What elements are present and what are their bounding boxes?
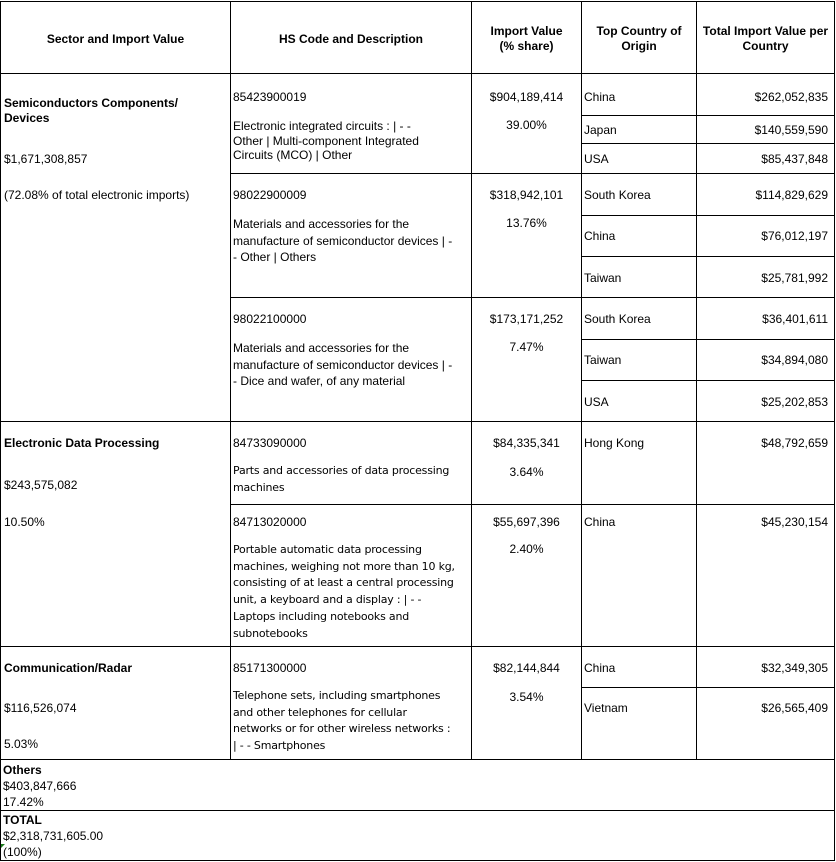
- desc-line: Materials and accessories for the: [233, 217, 410, 231]
- hs-description: [233, 340, 452, 390]
- desc-line: unit, a keyboard and a display : | - -: [233, 593, 422, 607]
- sector-name-line2: Devices: [4, 111, 50, 125]
- border: [471, 1, 472, 760]
- border: [581, 115, 835, 116]
- header-import-value-line2: (% share): [499, 39, 554, 53]
- sector-name: Communication/Radar: [4, 661, 133, 675]
- border: [834, 1, 835, 861]
- desc-line: - Dice and wafer, of any material: [233, 374, 406, 388]
- border: [696, 1, 697, 760]
- import-share: 7.47%: [509, 340, 544, 354]
- country-value: $140,559,590: [754, 123, 828, 137]
- others-row: [3, 762, 76, 810]
- sector-value: $1,671,308,857: [4, 152, 88, 166]
- header-total-line2: Country: [742, 39, 789, 53]
- country-value: $48,792,659: [761, 436, 828, 450]
- sector-value: $116,526,074: [4, 701, 77, 715]
- country-value: $262,052,835: [754, 90, 828, 104]
- header-country-line1: Top Country of: [596, 24, 682, 38]
- import-share: 2.40%: [509, 542, 544, 556]
- desc-line: networks or for other wireless networks :: [233, 722, 451, 736]
- total-value: $2,318,731,605.00: [3, 829, 104, 843]
- border: [581, 339, 835, 340]
- desc-line: Telephone sets, including smartphones: [233, 689, 441, 702]
- desc-line: Other | Multi-component Integrated: [233, 133, 419, 148]
- sector-share: (72.08% of total electronic imports): [4, 188, 190, 202]
- sector-share: 10.50%: [4, 515, 45, 529]
- sector-share: 5.03%: [4, 737, 39, 751]
- country-name: China: [584, 515, 616, 529]
- import-value: $84,335,341: [493, 436, 560, 450]
- country-name: Taiwan: [584, 353, 622, 367]
- desc-line: Circuits (MCO) | Other: [233, 148, 353, 162]
- border: [0, 421, 835, 422]
- border: [0, 810, 835, 811]
- country-value: $32,349,305: [761, 661, 828, 675]
- border: [581, 256, 835, 257]
- border: [0, 646, 835, 647]
- hs-code: 98022100000: [233, 312, 307, 326]
- border: [230, 297, 835, 298]
- country-value: $25,202,853: [761, 395, 828, 409]
- header-import-value: [472, 24, 581, 54]
- total-label: TOTAL: [3, 813, 42, 827]
- import-value: $904,189,414: [489, 90, 564, 104]
- hs-description: [233, 118, 419, 164]
- error-indicator-icon: [1, 844, 5, 848]
- desc-line: machines, weighing not more than 10 kg,: [233, 559, 455, 573]
- import-share: 3.64%: [509, 465, 544, 479]
- country-value: $26,565,409: [761, 701, 828, 715]
- hs-description: [233, 216, 452, 266]
- others-share: 17.42%: [3, 795, 44, 809]
- country-name: USA: [584, 152, 609, 166]
- country-name: South Korea: [584, 188, 651, 202]
- desc-line: and other telephones for cellular: [233, 705, 407, 719]
- import-share: 3.54%: [509, 690, 544, 704]
- sector-name: [4, 96, 178, 126]
- total-row: [3, 812, 103, 860]
- country-value: $114,829,629: [755, 188, 828, 202]
- country-value: $34,894,080: [761, 353, 828, 367]
- border: [230, 1, 231, 760]
- country-value: $45,230,154: [761, 515, 828, 529]
- total-share: (100%): [3, 845, 42, 859]
- country-name: China: [584, 229, 616, 243]
- hs-code: 84713020000: [233, 515, 307, 529]
- country-name: Hong Kong: [584, 436, 645, 450]
- import-value: $173,171,252: [489, 312, 564, 326]
- desc-line: | - - Smartphones: [233, 739, 326, 753]
- desc-line: manufacture of semiconductor devices | -: [233, 357, 453, 372]
- country-value: $76,012,197: [761, 229, 828, 243]
- desc-line: manufacture of semiconductor devices | -: [233, 233, 453, 248]
- border: [581, 215, 835, 216]
- hs-code: 85171300000: [233, 661, 307, 675]
- country-value: $36,401,611: [762, 312, 828, 326]
- sector-name-line1: Semiconductors Components/: [4, 96, 179, 110]
- desc-line: Portable automatic data processing: [233, 543, 422, 556]
- country-name: China: [584, 661, 616, 675]
- header-sector: Sector and Import Value: [46, 32, 185, 46]
- sector-value: $243,575,082: [4, 478, 78, 492]
- country-name: Vietnam: [584, 701, 628, 715]
- country-name: USA: [584, 395, 609, 409]
- country-name: Taiwan: [584, 271, 622, 285]
- sector-name: Electronic Data Processing: [4, 436, 160, 450]
- others-value: $403,847,666: [3, 779, 77, 793]
- hs-description: [233, 463, 449, 496]
- import-value: $55,697,396: [493, 515, 560, 529]
- header-hs-code: HS Code and Description: [278, 32, 424, 46]
- desc-line: subnotebooks: [233, 626, 308, 640]
- desc-line: consisting of at least a central processing: [233, 576, 454, 590]
- hs-description: [233, 688, 450, 755]
- desc-line: - Other | Others: [233, 250, 317, 264]
- header-total-line1: Total Import Value per: [702, 24, 829, 38]
- border: [230, 173, 835, 174]
- border: [0, 73, 835, 74]
- header-total: [697, 24, 834, 54]
- country-name: South Korea: [584, 312, 651, 326]
- country-name: China: [584, 90, 616, 104]
- country-value: $85,437,848: [761, 152, 828, 166]
- hs-description: [233, 542, 455, 642]
- border: [0, 1, 835, 2]
- header-country-line2: Origin: [621, 39, 657, 53]
- country-name: Japan: [584, 123, 617, 137]
- border: [581, 380, 835, 381]
- desc-line: Electronic integrated circuits : | - -: [233, 119, 411, 133]
- hs-code: 98022900009: [233, 188, 307, 202]
- country-value: $25,781,992: [761, 271, 828, 285]
- desc-line: Materials and accessories for the: [233, 341, 410, 355]
- border: [0, 1, 1, 861]
- header-import-value-line1: Import Value: [490, 24, 563, 38]
- border: [581, 143, 835, 144]
- border: [581, 687, 835, 688]
- hs-code: 85423900019: [233, 90, 307, 104]
- hs-code: 84733090000: [233, 436, 307, 450]
- desc-line: machines: [233, 480, 285, 494]
- import-share: 39.00%: [506, 118, 547, 132]
- desc-line: Parts and accessories of data processing: [233, 464, 450, 477]
- border: [230, 504, 835, 505]
- import-value: $82,144,844: [493, 661, 560, 675]
- border: [0, 860, 835, 861]
- others-label: Others: [3, 763, 42, 777]
- desc-line: Laptops including notebooks and: [233, 609, 410, 623]
- header-country: [582, 24, 696, 54]
- import-share: 13.76%: [506, 216, 547, 230]
- import-value: $318,942,101: [489, 188, 564, 202]
- border: [581, 1, 582, 760]
- border: [0, 759, 835, 760]
